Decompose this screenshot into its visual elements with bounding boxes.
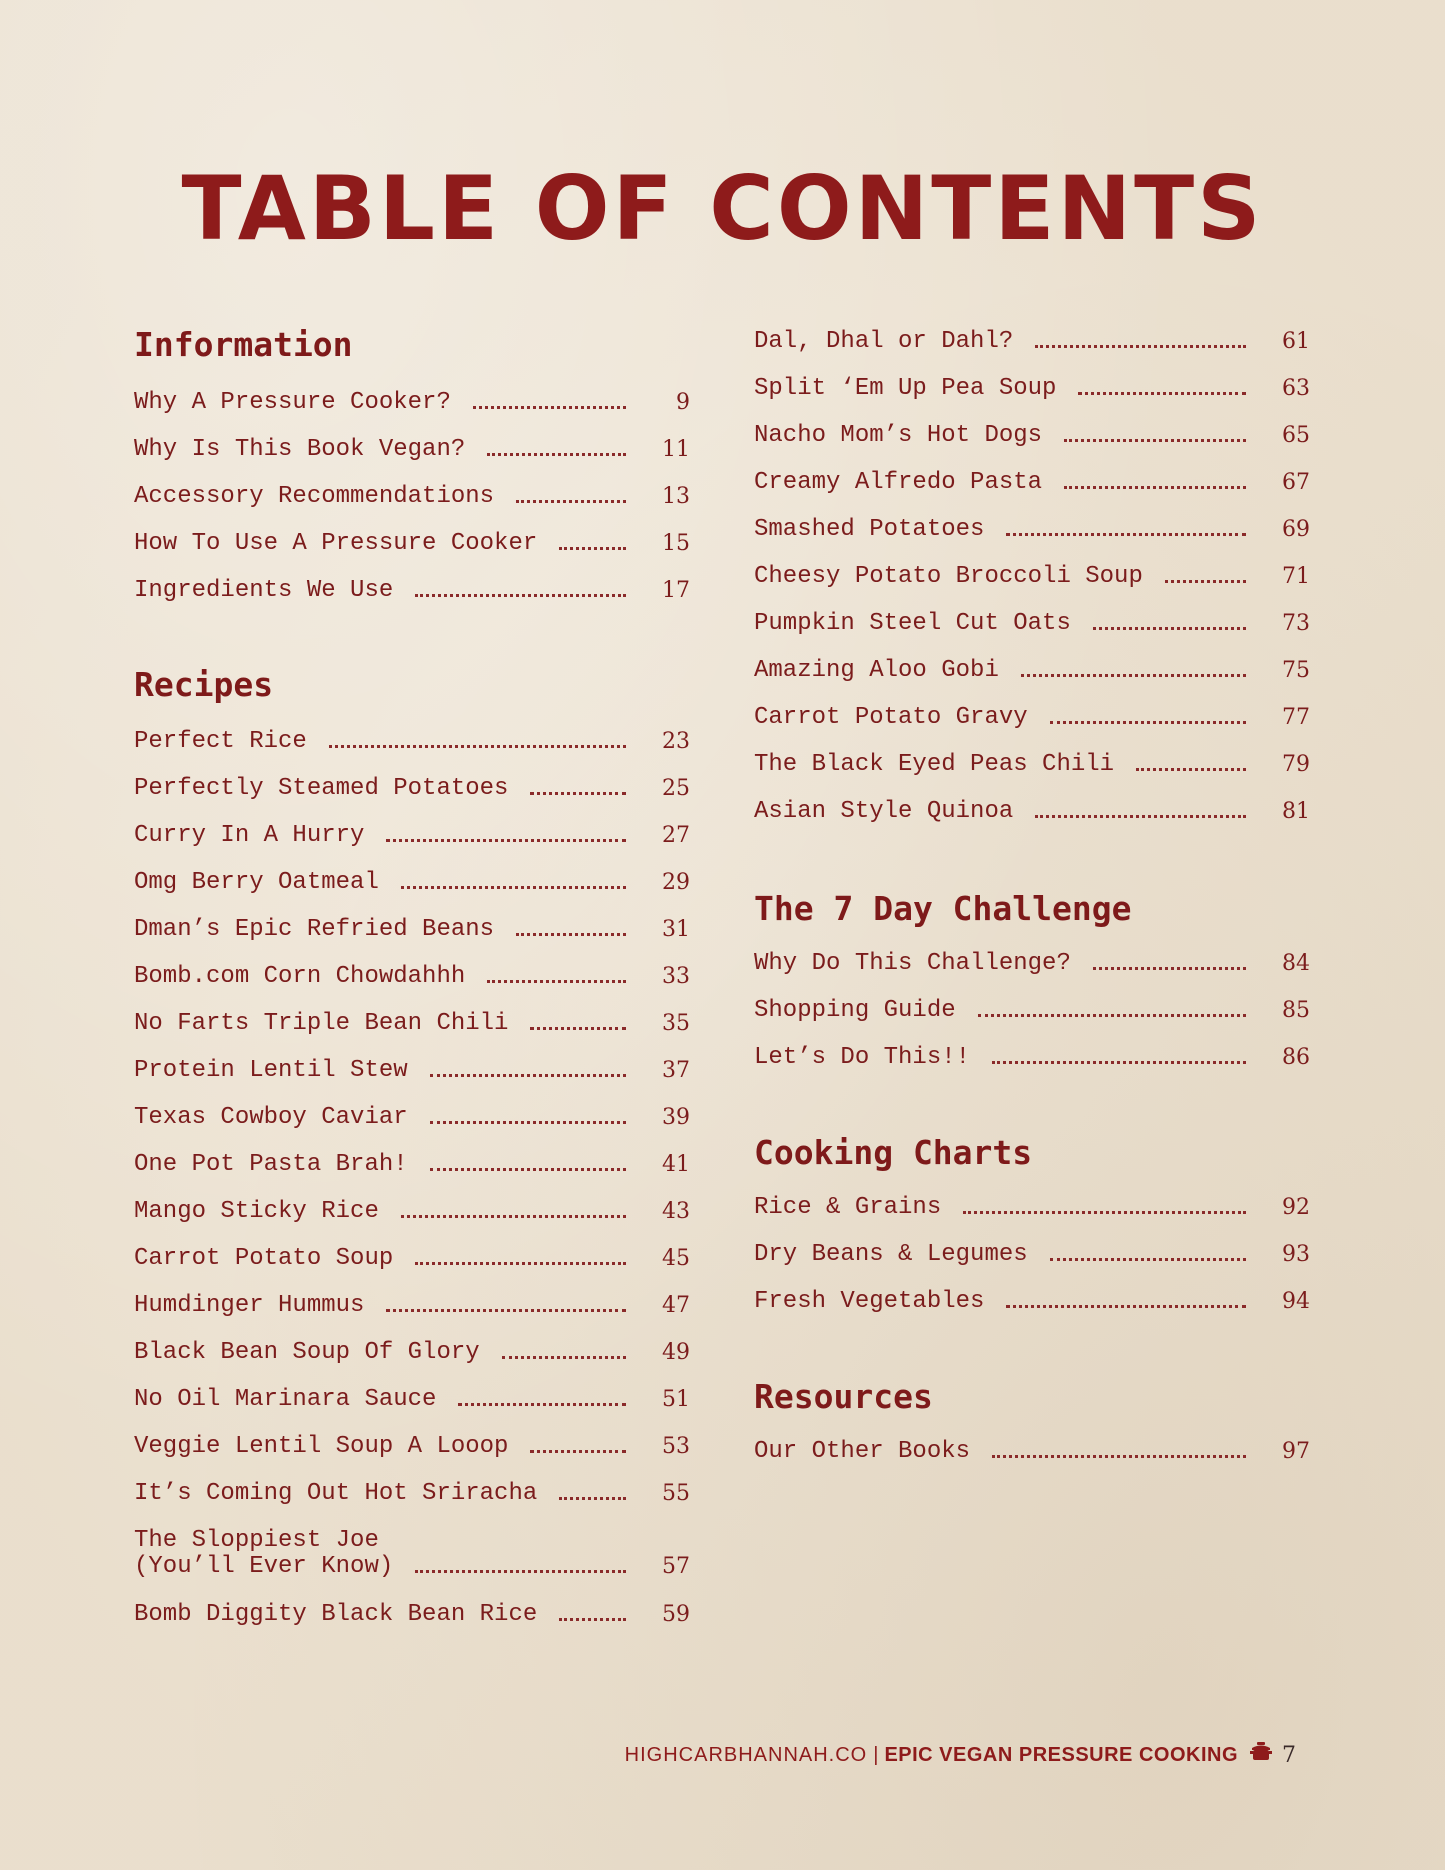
entry-page: 47 — [662, 1293, 690, 1318]
footer-site[interactable]: HIGHCARBHANNAH.CO — [624, 1743, 868, 1766]
entry-label: Nacho Mom’s Hot Dogs — [754, 422, 1043, 449]
toc-entry[interactable] — [754, 1285, 1310, 1315]
entry-label: It’s Coming Out Hot Sriracha — [134, 1480, 538, 1507]
toc-entry[interactable] — [754, 1041, 1310, 1071]
entry-label: Curry In A Hurry — [134, 822, 365, 849]
entry-page: 23 — [662, 729, 690, 754]
dot-leader — [992, 1455, 1246, 1458]
entry-label: Dry Beans & Legumes — [754, 1241, 1028, 1268]
entry-label: Why Is This Book Vegan? — [134, 436, 466, 463]
entry-page: 75 — [1282, 658, 1310, 683]
toc-entry[interactable] — [134, 1289, 690, 1319]
entry-page: 69 — [1282, 517, 1310, 542]
dot-leader — [430, 1121, 626, 1124]
toc-entry[interactable] — [134, 386, 690, 416]
toc-entry[interactable] — [134, 866, 690, 896]
toc-entry[interactable] — [134, 913, 690, 943]
entry-page: 65 — [1282, 423, 1310, 448]
toc-entry[interactable] — [134, 433, 690, 463]
toc-entry[interactable] — [134, 1336, 690, 1366]
entry-page: 73 — [1282, 611, 1310, 636]
dot-leader — [1078, 392, 1246, 395]
toc-entry[interactable] — [754, 701, 1310, 731]
dot-leader — [1021, 674, 1246, 677]
entry-label: How To Use A Pressure Cooker — [134, 530, 538, 557]
entry-page: 81 — [1282, 799, 1310, 824]
entry-page: 37 — [662, 1058, 690, 1083]
entry-page: 13 — [662, 484, 690, 509]
entry-label: Let’s Do This!! — [754, 1044, 971, 1071]
entry-label: Bomb Diggity Black Bean Rice — [134, 1601, 538, 1628]
dot-leader — [1050, 1258, 1246, 1261]
entry-page: 33 — [662, 964, 690, 989]
toc-entry[interactable] — [754, 419, 1310, 449]
entry-page: 51 — [662, 1387, 690, 1412]
section-heading-recipes: Recipes — [134, 665, 274, 704]
entry-page: 41 — [662, 1152, 690, 1177]
entry-label: No Farts Triple Bean Chili — [134, 1010, 509, 1037]
dot-leader — [430, 1168, 626, 1171]
entry-page: 27 — [662, 823, 690, 848]
toc-entry[interactable] — [134, 1430, 690, 1460]
entry-label: Our Other Books — [754, 1438, 971, 1465]
section-heading-information: Information — [134, 325, 353, 364]
entry-page: 71 — [1282, 564, 1310, 589]
entry-label: Asian Style Quinoa — [754, 798, 1014, 825]
dot-leader — [329, 745, 626, 748]
dot-leader — [559, 1618, 626, 1621]
entry-label: Carrot Potato Soup — [134, 1245, 394, 1272]
entry-page: 92 — [1282, 1195, 1310, 1220]
entry-label: Shopping Guide — [754, 997, 956, 1024]
toc-entry[interactable] — [134, 1598, 690, 1628]
entry-label: Omg Berry Oatmeal — [134, 869, 379, 896]
entry-page: 77 — [1282, 705, 1310, 730]
section-heading-7-day-challenge: The 7 Day Challenge — [754, 889, 1132, 928]
toc-entry[interactable] — [134, 1148, 690, 1178]
dot-leader — [1093, 967, 1246, 970]
dot-leader — [963, 1211, 1246, 1214]
toc-entry[interactable] — [134, 1195, 690, 1225]
entry-label: Amazing Aloo Gobi — [754, 657, 999, 684]
dot-leader — [516, 500, 626, 503]
dot-leader — [430, 1074, 626, 1077]
entry-page: 29 — [662, 870, 690, 895]
entry-label: Carrot Potato Gravy — [754, 704, 1028, 731]
dot-leader — [386, 839, 626, 842]
dot-leader — [978, 1014, 1246, 1017]
entry-label: Creamy Alfredo Pasta — [754, 469, 1043, 496]
dot-leader — [992, 1061, 1246, 1064]
entry-label: One Pot Pasta Brah! — [134, 1151, 408, 1178]
toc-entry[interactable] — [134, 1007, 690, 1037]
toc-entry[interactable] — [134, 527, 690, 557]
entry-page: 86 — [1282, 1045, 1310, 1070]
entry-label: The Sloppiest Joe (You’ll Ever Know) — [134, 1527, 394, 1580]
entry-page: 49 — [662, 1340, 690, 1365]
section-heading-resources: Resources — [754, 1377, 933, 1416]
entry-label: Mango Sticky Rice — [134, 1198, 379, 1225]
entry-page: 17 — [662, 578, 690, 603]
entry-label: Cheesy Potato Broccoli Soup — [754, 563, 1143, 590]
dot-leader — [559, 1497, 626, 1500]
dot-leader — [1050, 721, 1246, 724]
page-number: 7 — [1282, 1742, 1296, 1768]
entry-label: No Oil Marinara Sauce — [134, 1386, 437, 1413]
entry-label: Accessory Recommendations — [134, 483, 495, 510]
entry-label: Dman’s Epic Refried Beans — [134, 916, 495, 943]
entry-page: 45 — [662, 1246, 690, 1271]
dot-leader — [502, 1356, 626, 1359]
toc-entry[interactable] — [134, 960, 690, 990]
toc-entry[interactable] — [754, 607, 1310, 637]
dot-leader — [559, 547, 626, 550]
toc-entry[interactable] — [134, 1383, 690, 1413]
entry-label: Rice & Grains — [754, 1194, 942, 1221]
entry-page: 79 — [1282, 752, 1310, 777]
dot-leader — [415, 1570, 626, 1573]
dot-leader — [530, 1027, 626, 1030]
entry-label: Smashed Potatoes — [754, 516, 985, 543]
dot-leader — [386, 1309, 626, 1312]
dot-leader — [1035, 345, 1246, 348]
entry-label: Perfect Rice — [134, 728, 307, 755]
entry-label: Dal, Dhal or Dahl? — [754, 328, 1014, 355]
toc-entry[interactable] — [754, 748, 1310, 778]
toc-entry[interactable] — [754, 1435, 1310, 1465]
entry-page: 97 — [1282, 1439, 1310, 1464]
dot-leader — [530, 792, 626, 795]
entry-page: 85 — [1282, 998, 1310, 1023]
entry-page: 59 — [662, 1602, 690, 1627]
section-heading-cooking-charts: Cooking Charts — [754, 1133, 1033, 1172]
entry-label: Black Bean Soup Of Glory — [134, 1339, 480, 1366]
entry-page: 61 — [1282, 329, 1310, 354]
footer-separator: | — [873, 1743, 879, 1766]
toc-entry[interactable] — [754, 372, 1310, 402]
dot-leader — [1093, 627, 1246, 630]
toc-entry[interactable] — [134, 725, 690, 755]
entry-page: 11 — [662, 437, 690, 462]
dot-leader — [487, 980, 626, 983]
page-footer — [0, 1742, 1296, 1768]
pressure-cooker-icon — [1250, 1742, 1272, 1768]
toc-entry[interactable] — [134, 1242, 690, 1272]
toc-entry[interactable] — [754, 1191, 1310, 1221]
toc-entry[interactable] — [754, 1238, 1310, 1268]
entry-label: Fresh Vegetables — [754, 1288, 985, 1315]
toc-entry[interactable] — [754, 513, 1310, 543]
dot-leader — [415, 1262, 626, 1265]
entry-page: 25 — [662, 776, 690, 801]
entry-label: Perfectly Steamed Potatoes — [134, 775, 509, 802]
entry-page: 67 — [1282, 470, 1310, 495]
page-title: TABLE OF CONTENTS — [181, 157, 1264, 260]
entry-page: 55 — [662, 1481, 690, 1506]
toc-entry[interactable] — [754, 994, 1310, 1024]
dot-leader — [1136, 768, 1246, 771]
entry-page: 57 — [662, 1554, 690, 1579]
entry-label: Ingredients We Use — [134, 577, 394, 604]
dot-leader — [415, 594, 626, 597]
dot-leader — [1035, 815, 1246, 818]
toc-entry[interactable] — [754, 947, 1310, 977]
dot-leader — [1006, 533, 1246, 536]
dot-leader — [458, 1403, 626, 1406]
dot-leader — [1165, 580, 1246, 583]
entry-label: Protein Lentil Stew — [134, 1057, 408, 1084]
dot-leader — [401, 1215, 626, 1218]
entry-page: 39 — [662, 1105, 690, 1130]
toc-entry[interactable] — [134, 574, 690, 604]
toc-entry[interactable] — [134, 1101, 690, 1131]
dot-leader — [487, 453, 626, 456]
toc-entry[interactable] — [754, 466, 1310, 496]
dot-leader — [1064, 439, 1246, 442]
toc-entry[interactable] — [134, 1522, 690, 1580]
toc-entry[interactable] — [754, 325, 1310, 355]
dot-leader — [1064, 486, 1246, 489]
entry-page: 31 — [662, 917, 690, 942]
entry-page: 9 — [676, 390, 690, 415]
toc-entry[interactable] — [134, 1054, 690, 1084]
entry-page: 43 — [662, 1199, 690, 1224]
toc-entry[interactable] — [754, 654, 1310, 684]
entry-label: Humdinger Hummus — [134, 1292, 365, 1319]
toc-entry[interactable] — [134, 480, 690, 510]
entry-label: Texas Cowboy Caviar — [134, 1104, 408, 1131]
dot-leader — [530, 1450, 626, 1453]
footer-book-title: EPIC VEGAN PRESSURE COOKING — [884, 1743, 1238, 1766]
entry-page: 63 — [1282, 376, 1310, 401]
entry-page: 84 — [1282, 951, 1310, 976]
dot-leader — [473, 406, 626, 409]
toc-entry[interactable] — [754, 560, 1310, 590]
entry-page: 94 — [1282, 1289, 1310, 1314]
toc-entry[interactable] — [134, 772, 690, 802]
dot-leader — [516, 933, 626, 936]
entry-label: Why A Pressure Cooker? — [134, 389, 451, 416]
entry-page: 35 — [662, 1011, 690, 1036]
entry-page: 15 — [662, 531, 690, 556]
entry-label: Veggie Lentil Soup A Looop — [134, 1433, 509, 1460]
toc-entry[interactable] — [754, 795, 1310, 825]
entry-label: Pumpkin Steel Cut Oats — [754, 610, 1071, 637]
entry-label: The Black Eyed Peas Chili — [754, 751, 1115, 778]
entry-page: 93 — [1282, 1242, 1310, 1267]
entry-label: Why Do This Challenge? — [754, 950, 1071, 977]
toc-entry[interactable] — [134, 819, 690, 849]
dot-leader — [1006, 1305, 1246, 1308]
entry-page: 53 — [662, 1434, 690, 1459]
toc-entry[interactable] — [134, 1477, 690, 1507]
entry-label: Bomb.com Corn Chowdahhh — [134, 963, 466, 990]
dot-leader — [401, 886, 626, 889]
entry-label: Split ‘Em Up Pea Soup — [754, 375, 1057, 402]
